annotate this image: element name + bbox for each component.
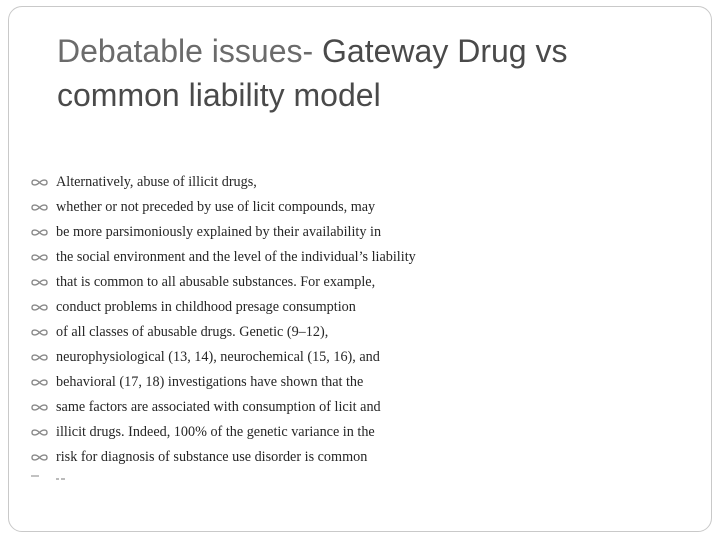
bullet-item [27, 320, 416, 345]
slide-title [57, 29, 677, 117]
slide [8, 6, 712, 532]
bullet-item [27, 395, 416, 420]
double-swirl-bullet-icon [31, 420, 51, 445]
bullet-item [27, 270, 416, 295]
bullet-text: be more parsimoniously explained by their availability in [56, 224, 382, 240]
bullet-text: neurophysiological (13, 14), neurochemical (15, 16), and [56, 349, 380, 365]
bullet-text: that is common to all abusable substances. For example, [56, 274, 376, 290]
double-swirl-bullet-icon [31, 270, 51, 295]
bullet-text: behavioral (17, 18) investigations have shown that the [56, 374, 364, 390]
bullet-text: same factors are associated with consumption of licit and [56, 399, 381, 415]
double-swirl-bullet-icon [31, 295, 51, 320]
cutoff-text-fragment [56, 469, 66, 473]
bullet-item [27, 195, 416, 220]
slide-title-prefix: Debatable issues- [57, 33, 314, 69]
bullet-item [27, 220, 416, 245]
cutoff-bullet-fragment [31, 469, 39, 481]
bullet-item [27, 295, 416, 320]
bullet-text: conduct problems in childhood presage consumption [56, 299, 356, 315]
bullet-list [27, 170, 416, 470]
double-swirl-bullet-icon [31, 220, 51, 245]
bullet-text: of all classes of abusable drugs. Genetic (9–12), [56, 324, 329, 340]
double-swirl-bullet-icon [31, 170, 51, 195]
double-swirl-bullet-icon [31, 370, 51, 395]
bullet-text: risk for diagnosis of substance use disorder is common [56, 449, 368, 465]
double-swirl-bullet-icon [31, 345, 51, 370]
bullet-item [27, 170, 416, 195]
double-swirl-bullet-icon [31, 320, 51, 345]
bullet-text: Alternatively, abuse of illicit drugs, [56, 174, 257, 190]
bullet-item [27, 245, 416, 270]
double-swirl-bullet-icon [31, 245, 51, 270]
double-swirl-bullet-icon [31, 445, 51, 470]
bullet-item [27, 445, 416, 470]
double-swirl-bullet-icon [31, 195, 51, 220]
bullet-item [27, 345, 416, 370]
bullet-item [27, 370, 416, 395]
bullet-text: whether or not preceded by use of licit compounds, may [56, 199, 376, 215]
double-swirl-bullet-icon [31, 395, 51, 420]
bullet-item [27, 420, 416, 445]
bullet-text: illicit drugs. Indeed, 100% of the genetic variance in the [56, 424, 375, 440]
slide-title-main: Gateway Drug vs common liability model [57, 33, 568, 113]
bullet-text: the social environment and the level of the individual’s liability [56, 249, 416, 265]
